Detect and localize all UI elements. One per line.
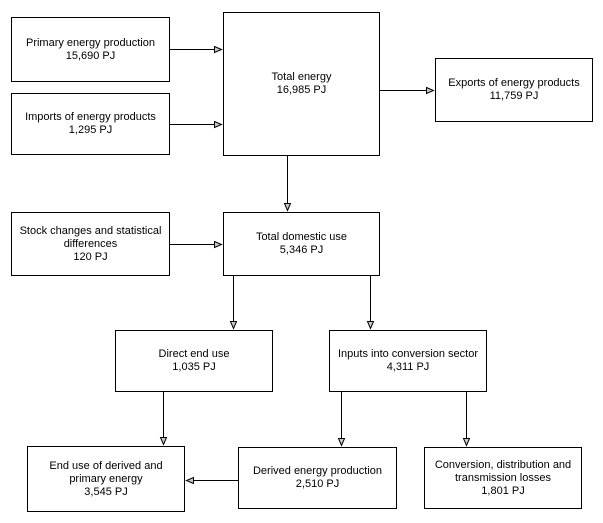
node-label: Conversion, distribution and transmission losses <box>434 458 572 484</box>
node-value: 1,801 PJ <box>481 484 525 497</box>
node-label: Exports of energy products <box>448 77 580 89</box>
node-value: 16,985 PJ <box>276 84 327 96</box>
node-value: 2,510 PJ <box>295 478 340 490</box>
node-label: Derived energy production <box>252 465 383 477</box>
node-total-domestic-use <box>223 212 380 276</box>
node-imports-of-energy-products <box>11 93 170 155</box>
node-label: Direct end use <box>158 348 230 360</box>
node-value: 15,690 PJ <box>65 49 116 62</box>
node-label: Inputs into conversion sector <box>337 348 479 360</box>
node-value: 1,035 PJ <box>172 361 216 373</box>
node-value: 120 PJ <box>73 250 108 263</box>
node-value: 3,545 PJ <box>84 485 128 498</box>
node-primary-energy-production <box>11 17 170 82</box>
node-label: End use of derived and primary energy <box>49 459 163 485</box>
node-exports-of-energy-products <box>435 58 593 122</box>
node-value: 5,346 PJ <box>279 244 324 256</box>
node-value: 1,295 PJ <box>68 124 113 136</box>
node-end-use-of-derived-and-primary-energy <box>27 446 185 512</box>
node-label: Total domestic use <box>255 231 348 243</box>
node-conversion-distribution-transmission-losses <box>424 447 582 509</box>
node-derived-energy-production <box>238 447 397 509</box>
node-label: Primary energy production <box>25 36 155 49</box>
node-stock-changes-statistical-differences <box>11 212 170 276</box>
node-total-energy <box>223 12 380 156</box>
node-label: Imports of energy products <box>25 111 156 123</box>
node-label: Total energy <box>271 71 332 83</box>
node-inputs-into-conversion-sector <box>329 330 487 392</box>
node-direct-end-use <box>115 330 273 392</box>
node-value: 11,759 PJ <box>489 90 539 102</box>
node-value: 4,311 PJ <box>386 361 430 373</box>
node-label: Stock changes and statistical differences <box>19 224 162 250</box>
